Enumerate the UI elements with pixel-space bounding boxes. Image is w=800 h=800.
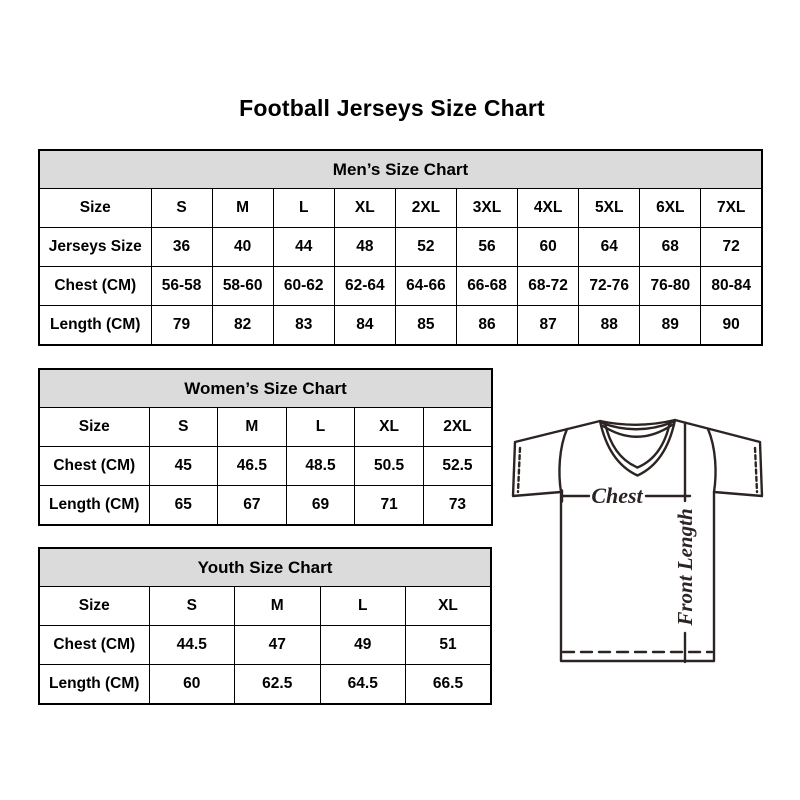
table-title: Youth Size Chart [39,548,491,587]
value-cell: 50.5 [355,447,424,486]
value-cell: 88 [579,306,640,346]
table-header-row [39,150,762,189]
value-cell: 72 [701,228,762,267]
value-cell: XL [355,408,424,447]
value-cell: 85 [395,306,456,346]
value-cell: 82 [212,306,273,346]
value-cell: 89 [640,306,701,346]
value-cell: 52.5 [423,447,492,486]
value-cell: 64-66 [395,267,456,306]
value-cell: S [149,587,235,626]
value-cell: 6XL [640,189,701,228]
row-label: Size [39,189,151,228]
value-cell: 64 [579,228,640,267]
value-cell: 60 [518,228,579,267]
value-cell: L [286,408,355,447]
value-cell: 83 [273,306,334,346]
row-label: Chest (CM) [39,447,149,486]
value-cell: 48 [334,228,395,267]
mens-size-table [38,149,763,346]
table-row [39,587,491,626]
table-row [39,408,492,447]
value-cell: L [273,189,334,228]
value-cell: 66-68 [456,267,517,306]
row-label: Size [39,587,149,626]
value-cell: XL [334,189,395,228]
chest-label: Chest [591,483,643,508]
value-cell: 73 [423,486,492,526]
value-cell: 69 [286,486,355,526]
value-cell: M [218,408,287,447]
value-cell: 3XL [456,189,517,228]
row-label: Length (CM) [39,306,151,346]
value-cell: 79 [151,306,212,346]
value-cell: 68-72 [518,267,579,306]
table-row [39,665,491,705]
value-cell: 76-80 [640,267,701,306]
value-cell: 62-64 [334,267,395,306]
value-cell: 2XL [395,189,456,228]
page-title: Football Jerseys Size Chart [239,95,545,121]
table-row [39,267,762,306]
row-label: Chest (CM) [39,267,151,306]
table-row [39,306,762,346]
value-cell: 51 [406,626,492,665]
value-cell: 46.5 [218,447,287,486]
value-cell: S [151,189,212,228]
row-label: Length (CM) [39,486,149,526]
table-header-row [39,369,492,408]
table-header-row [39,548,491,587]
table-title: Women’s Size Chart [39,369,492,408]
value-cell: 49 [320,626,406,665]
value-cell: 71 [355,486,424,526]
table-row [39,228,762,267]
table-row [39,189,762,228]
value-cell: 45 [149,447,218,486]
table-row [39,447,492,486]
row-label: Length (CM) [39,665,149,705]
value-cell: 60 [149,665,235,705]
value-cell: 86 [456,306,517,346]
value-cell: 90 [701,306,762,346]
table-row [39,626,491,665]
value-cell: 64.5 [320,665,406,705]
row-label: Chest (CM) [39,626,149,665]
value-cell: 67 [218,486,287,526]
value-cell: 87 [518,306,579,346]
value-cell: 47 [235,626,321,665]
jersey-measurement-diagram [500,404,770,674]
value-cell: L [320,587,406,626]
table-row [39,486,492,526]
value-cell: 84 [334,306,395,346]
value-cell: 62.5 [235,665,321,705]
value-cell: 56-58 [151,267,212,306]
value-cell: 56 [456,228,517,267]
jersey-outline [513,420,762,661]
value-cell: 44.5 [149,626,235,665]
womens-size-table [38,368,493,526]
jersey-illustration [500,404,770,674]
value-cell: 72-76 [579,267,640,306]
value-cell: 7XL [701,189,762,228]
value-cell: 40 [212,228,273,267]
value-cell: 44 [273,228,334,267]
value-cell: S [149,408,218,447]
youth-size-table [38,547,492,705]
value-cell: 52 [395,228,456,267]
front-length-label: Front Length [673,508,697,626]
value-cell: 5XL [579,189,640,228]
value-cell: 65 [149,486,218,526]
value-cell: 58-60 [212,267,273,306]
value-cell: 60-62 [273,267,334,306]
value-cell: 48.5 [286,447,355,486]
value-cell: 68 [640,228,701,267]
value-cell: XL [406,587,492,626]
value-cell: 36 [151,228,212,267]
row-label: Jerseys Size [39,228,151,267]
value-cell: 4XL [518,189,579,228]
value-cell: 2XL [423,408,492,447]
value-cell: 66.5 [406,665,492,705]
value-cell: M [235,587,321,626]
row-label: Size [39,408,149,447]
value-cell: M [212,189,273,228]
table-title: Men’s Size Chart [39,150,762,189]
value-cell: 80-84 [701,267,762,306]
